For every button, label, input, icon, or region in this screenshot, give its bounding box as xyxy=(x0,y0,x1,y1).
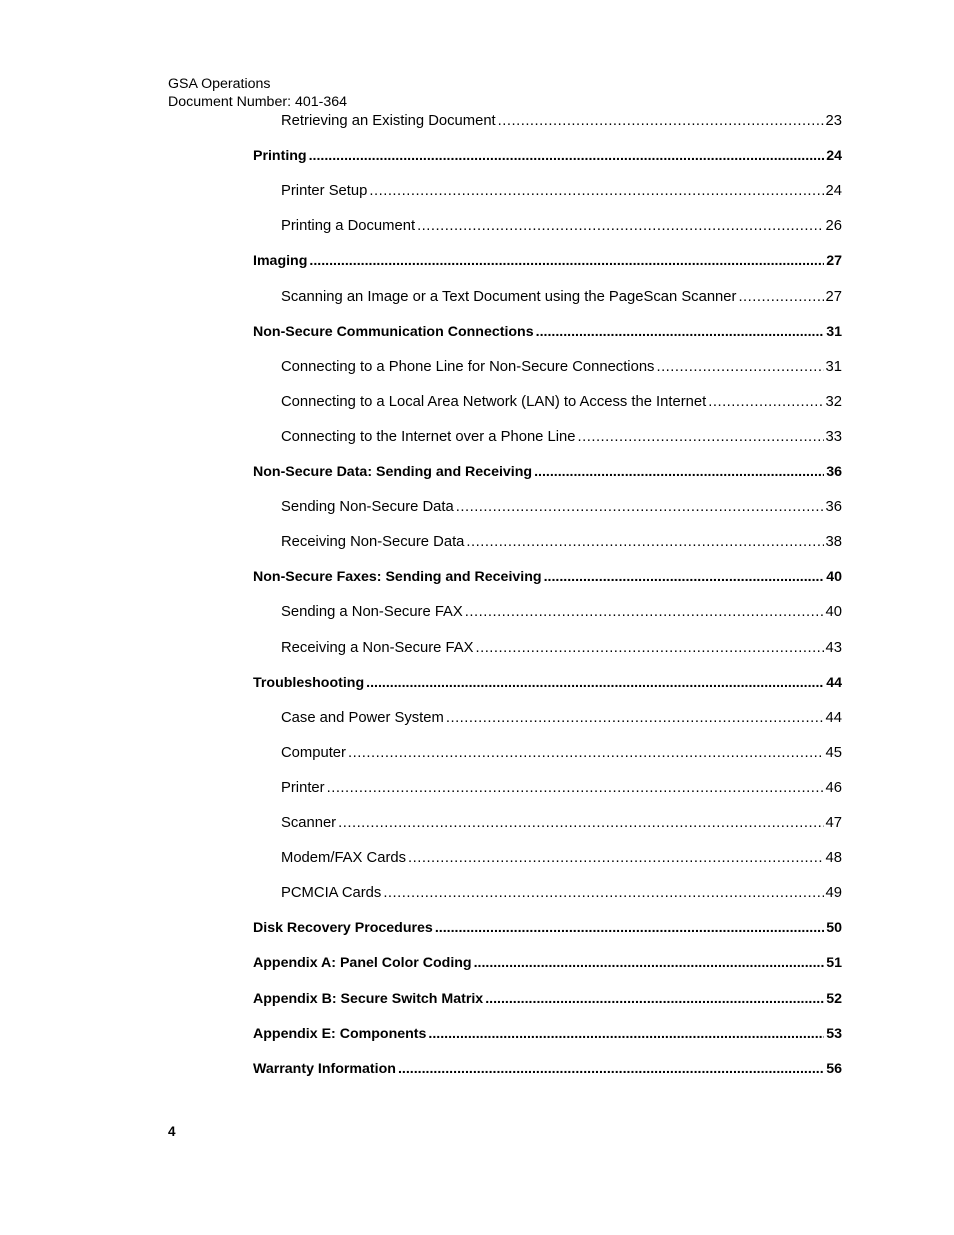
toc-section-entry[interactable] xyxy=(253,953,842,973)
toc-dot-leader xyxy=(498,111,824,131)
toc-entry-page-number: 53 xyxy=(826,1025,842,1042)
page-number: 4 xyxy=(168,1124,176,1139)
toc-section-entry[interactable] xyxy=(253,1024,842,1044)
toc-dot-leader xyxy=(383,883,823,903)
toc-section-entry[interactable] xyxy=(253,251,842,271)
toc-entry-title: Non-Secure Communication Connections xyxy=(253,323,534,340)
toc-entry-page-number: 27 xyxy=(825,288,842,305)
toc-entry-page-number: 36 xyxy=(825,499,842,516)
toc-dot-leader xyxy=(348,743,824,763)
toc-entry-title: Connecting to the Internet over a Phone Line xyxy=(281,428,576,445)
toc-dot-leader xyxy=(309,251,824,271)
toc-dot-leader xyxy=(309,146,825,166)
toc-dot-leader xyxy=(428,1024,824,1044)
toc-entry-page-number: 27 xyxy=(826,253,842,270)
toc-subsection-entry[interactable] xyxy=(281,357,842,377)
toc-entry-title: Scanner xyxy=(281,815,337,831)
toc-dot-leader xyxy=(578,427,824,447)
toc-subsection-entry[interactable] xyxy=(281,708,842,728)
toc-entry-title: Connecting to a Phone Line for Non-Secure Connections xyxy=(281,358,655,375)
toc-entry-page-number: 43 xyxy=(825,639,842,656)
toc-section-entry[interactable] xyxy=(253,989,842,1009)
toc-entry-title: Printing xyxy=(253,148,307,165)
toc-entry-title: Retrieving an Existing Document xyxy=(281,113,496,129)
page-header xyxy=(168,75,347,111)
toc-dot-leader xyxy=(708,392,823,412)
header-doc-number: Document Number: 401-364 xyxy=(168,94,348,110)
toc-entry-page-number: 47 xyxy=(825,815,842,831)
toc-entry-title: Receiving Non-Secure Data xyxy=(281,534,465,551)
toc-dot-leader xyxy=(474,953,825,973)
toc-subsection-entry[interactable] xyxy=(281,216,842,236)
toc-entry-title: Troubleshooting xyxy=(253,674,365,691)
toc-entry-title: Imaging xyxy=(253,253,308,270)
toc-entry-title: Receiving a Non-Secure FAX xyxy=(281,639,474,656)
toc-entry-title: Printing a Document xyxy=(281,218,416,235)
toc-entry-page-number: 50 xyxy=(826,920,842,937)
toc-section-entry[interactable] xyxy=(253,567,842,587)
toc-section-entry[interactable] xyxy=(253,146,842,166)
toc-subsection-entry[interactable] xyxy=(281,111,842,131)
toc-entry-page-number: 49 xyxy=(825,885,842,902)
toc-subsection-entry[interactable] xyxy=(281,532,842,552)
toc-entry-title: Appendix E: Components xyxy=(253,1025,427,1042)
toc-subsection-entry[interactable] xyxy=(281,392,842,412)
toc-subsection-entry[interactable] xyxy=(281,883,842,903)
toc-dot-leader xyxy=(738,287,823,307)
toc-entry-title: Sending Non-Secure Data xyxy=(281,499,454,516)
toc-entry-page-number: 45 xyxy=(825,744,842,761)
toc-dot-leader xyxy=(446,708,824,728)
toc-entry-page-number: 51 xyxy=(826,955,842,972)
toc-dot-leader xyxy=(465,602,824,622)
toc-dot-leader xyxy=(475,638,823,658)
toc-dot-leader xyxy=(327,778,824,798)
toc-entry-title: Sending a Non-Secure FAX xyxy=(281,604,463,621)
toc-dot-leader xyxy=(656,357,823,377)
toc-entry-page-number: 23 xyxy=(825,113,842,129)
toc-subsection-entry[interactable] xyxy=(281,778,842,798)
toc-entry-page-number: 26 xyxy=(825,218,842,235)
toc-entry-page-number: 40 xyxy=(826,569,842,586)
toc-entry-title: Disk Recovery Procedures xyxy=(253,920,433,937)
toc-entry-title: Non-Secure Faxes: Sending and Receiving xyxy=(253,569,542,586)
toc-entry-page-number: 24 xyxy=(825,183,842,200)
toc-entry-page-number: 44 xyxy=(826,674,842,691)
toc-entry-page-number: 56 xyxy=(826,1060,842,1077)
toc-entry-page-number: 46 xyxy=(825,779,842,796)
toc-subsection-entry[interactable] xyxy=(281,743,842,763)
toc-entry-title: Case and Power System xyxy=(281,709,444,726)
toc-entry-title: PCMCIA Cards xyxy=(281,885,382,902)
toc-subsection-entry[interactable] xyxy=(281,427,842,447)
toc-subsection-entry[interactable] xyxy=(281,497,842,517)
toc-section-entry[interactable] xyxy=(253,462,842,482)
toc-dot-leader xyxy=(338,813,823,833)
toc-entry-page-number: 31 xyxy=(825,358,842,375)
toc-subsection-entry[interactable] xyxy=(281,181,842,201)
toc-entry-title: Printer Setup xyxy=(281,183,368,200)
toc-dot-leader xyxy=(366,673,824,693)
toc-entry-page-number: 44 xyxy=(825,709,842,726)
toc-entry-page-number: 24 xyxy=(826,148,842,165)
toc-section-entry[interactable] xyxy=(253,322,842,342)
toc-dot-leader xyxy=(408,848,824,868)
toc-entry-title: Printer xyxy=(281,779,325,796)
toc-section-entry[interactable] xyxy=(253,918,842,938)
toc-entry-page-number: 52 xyxy=(826,990,842,1007)
toc-dot-leader xyxy=(536,322,825,342)
toc-dot-leader xyxy=(369,181,823,201)
toc-dot-leader xyxy=(417,216,823,236)
toc-subsection-entry[interactable] xyxy=(281,848,842,868)
toc-dot-leader xyxy=(435,918,824,938)
toc-dot-leader xyxy=(534,462,824,482)
toc-dot-leader xyxy=(544,567,825,587)
toc-subsection-entry[interactable] xyxy=(281,602,842,622)
toc-subsection-entry[interactable] xyxy=(281,287,842,307)
toc-entry-title: Non-Secure Data: Sending and Receiving xyxy=(253,464,533,480)
toc-entry-page-number: 32 xyxy=(825,393,842,410)
toc-subsection-entry[interactable] xyxy=(281,638,842,658)
toc-dot-leader xyxy=(485,989,824,1009)
toc-entry-page-number: 31 xyxy=(826,323,842,340)
toc-entry-page-number: 48 xyxy=(825,850,842,867)
toc-entry-title: Connecting to a Local Area Network (LAN) to Access the Internet xyxy=(281,393,707,410)
toc-subsection-entry[interactable] xyxy=(281,813,842,833)
toc-section-entry[interactable] xyxy=(253,673,842,693)
toc-entry-title: Warranty Information xyxy=(253,1060,396,1077)
header-org: GSA Operations xyxy=(168,76,271,92)
toc-entry-title: Appendix A: Panel Color Coding xyxy=(253,955,472,972)
toc-entry-title: Appendix B: Secure Switch Matrix xyxy=(253,990,484,1007)
toc-entry-title: Modem/FAX Cards xyxy=(281,850,406,867)
toc-entry-page-number: 36 xyxy=(826,464,842,480)
toc-entry-page-number: 38 xyxy=(825,534,842,551)
toc-entry-title: Scanning an Image or a Text Document using the PageScan Scanner xyxy=(281,288,737,305)
toc-dot-leader xyxy=(456,497,824,517)
toc-dot-leader xyxy=(466,532,823,552)
toc-entry-title: Computer xyxy=(281,744,346,761)
toc-section-entry[interactable] xyxy=(253,1059,842,1079)
toc-entry-page-number: 40 xyxy=(825,604,842,621)
toc-entry-page-number: 33 xyxy=(825,428,842,445)
toc-dot-leader xyxy=(398,1059,824,1079)
